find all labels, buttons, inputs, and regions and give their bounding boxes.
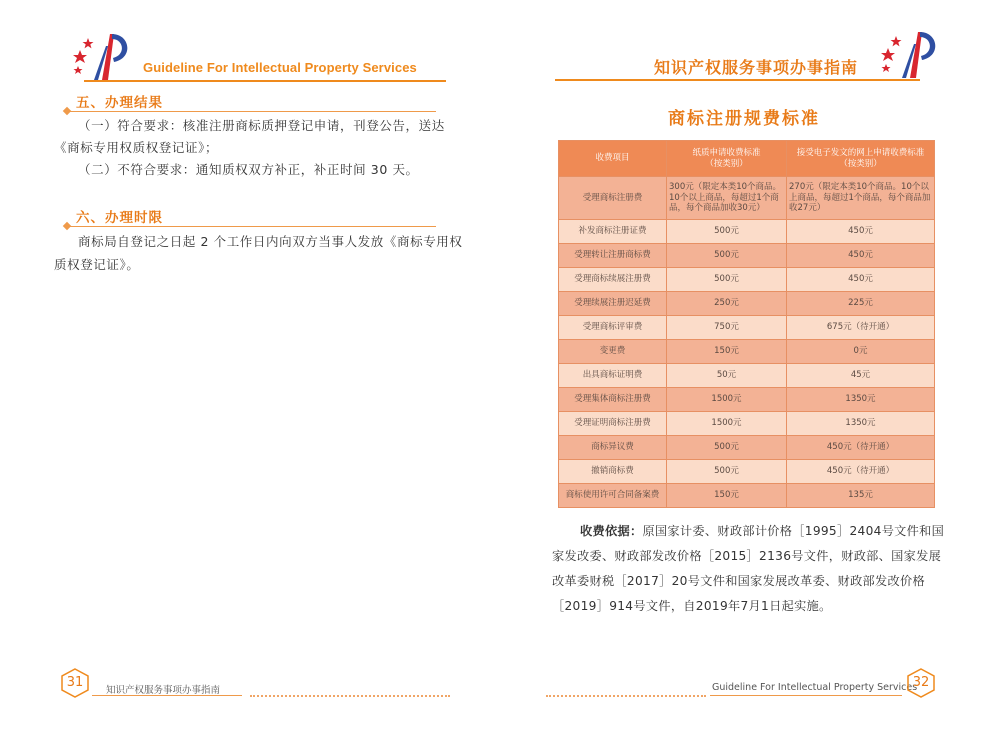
table-row (559, 268, 935, 292)
table-cell: 变更费 (559, 340, 667, 364)
basis-label: 收费依据： (580, 524, 643, 538)
table-header-row (559, 141, 935, 177)
table-cell: 受理续展注册迟延费 (559, 292, 667, 316)
section-rule (64, 226, 436, 227)
footer-text: Guideline For Intellectual Property Services (712, 682, 918, 693)
table-cell: 50元 (667, 364, 787, 388)
table-cell: 1500元 (667, 412, 787, 436)
table-row (559, 340, 935, 364)
body-line: （二）不符合要求：通知质权双方补正，补正时间 30 天。 (78, 162, 419, 177)
footer-dots (546, 695, 706, 699)
table-cell: 450元（待开通） (787, 436, 935, 460)
table-cell: 1350元 (787, 412, 935, 436)
table-row (559, 292, 935, 316)
table-cell: 500元 (667, 436, 787, 460)
basis-line: ［2019］914号文件，自2019年7月1日起实施。 (552, 599, 832, 613)
ip-emblem-logo (880, 26, 942, 80)
table-cell: 150元 (667, 484, 787, 508)
body-line: 质权登记证》。 (54, 257, 140, 272)
table-cell: 0元 (787, 340, 935, 364)
table-cell: 补发商标注册证费 (559, 220, 667, 244)
basis-line (580, 522, 944, 539)
table-cell: 商标异议费 (559, 436, 667, 460)
table-cell: 500元 (667, 268, 787, 292)
table-cell: 1350元 (787, 388, 935, 412)
header-title: Guideline For Intellectual Property Services (143, 60, 417, 75)
table-row (559, 220, 935, 244)
table-cell: 商标使用许可合同备案费 (559, 484, 667, 508)
table-cell: 150元 (667, 340, 787, 364)
table-row (559, 364, 935, 388)
table-cell: 300元（限定本类10个商品。10个以上商品，每超过1个商品，每个商品加收30元） (667, 177, 787, 220)
basis-text: 原国家计委、财政部计价格［1995］2404号文件和国 (642, 524, 945, 538)
table-cell: 675元（待开通） (787, 316, 935, 340)
table-cell: 450元 (787, 220, 935, 244)
right-page (500, 0, 1000, 755)
table-row (559, 484, 935, 508)
column-header: 收费项目 (559, 141, 667, 177)
table-cell: 受理商标注册费 (559, 177, 667, 220)
table-cell: 500元 (667, 460, 787, 484)
body-line: （一）符合要求：核准注册商标质押登记申请，刊登公告，送达 (78, 118, 445, 133)
table-cell: 出具商标证明费 (559, 364, 667, 388)
footer-text: 知识产权服务事项办事指南 (106, 685, 221, 696)
basis-line: 家发改委、财政部发改价格［2015］2136号文件，财政部、国家发展 (552, 549, 942, 563)
fee-table (558, 140, 935, 508)
table-cell: 500元 (667, 244, 787, 268)
section-title-results: 五、办理结果 (76, 95, 163, 111)
table-cell: 500元 (667, 220, 787, 244)
table-cell: 45元 (787, 364, 935, 388)
table-row (559, 388, 935, 412)
section-title-time-limit: 六、办理时限 (76, 210, 163, 226)
table-cell: 135元 (787, 484, 935, 508)
table-cell: 受理集体商标注册费 (559, 388, 667, 412)
page-number: 31 (66, 675, 84, 690)
table-row (559, 177, 935, 220)
table-cell: 750元 (667, 316, 787, 340)
header-rule (555, 79, 920, 81)
table-cell: 受理商标续展注册费 (559, 268, 667, 292)
table-cell: 450元（待开通） (787, 460, 935, 484)
table-row (559, 316, 935, 340)
body-line: 商标局自登记之日起 2 个工作日内向双方当事人发放《商标专用权 (78, 234, 463, 249)
section-rule (64, 111, 436, 112)
table-title: 商标注册规费标准 (668, 109, 820, 129)
table-cell: 1500元 (667, 388, 787, 412)
table-cell: 270元（限定本类10个商品。10个以上商品，每超过1个商品，每个商品加收27元） (787, 177, 935, 220)
table-cell: 受理转让注册商标费 (559, 244, 667, 268)
header-title: 知识产权服务事项办事指南 (653, 58, 858, 77)
column-header: 纸质申请收费标准 （按类别） (667, 141, 787, 177)
basis-line: 改革委财税［2017］20号文件和国家发展改革委、财政部发改价格 (552, 574, 925, 588)
page-number: 32 (912, 675, 930, 690)
ip-emblem-logo (72, 28, 134, 82)
table-cell: 225元 (787, 292, 935, 316)
table-cell: 250元 (667, 292, 787, 316)
table-cell: 受理证明商标注册费 (559, 412, 667, 436)
header-rule (84, 80, 446, 82)
table-cell: 撤销商标费 (559, 460, 667, 484)
table-cell: 450元 (787, 268, 935, 292)
footer-rule (710, 695, 902, 696)
table-cell: 受理商标评审费 (559, 316, 667, 340)
table-cell: 450元 (787, 244, 935, 268)
table-row (559, 244, 935, 268)
table-row (559, 460, 935, 484)
column-header: 接受电子发文的网上申请收费标准 （按类别） (787, 141, 935, 177)
table-row (559, 412, 935, 436)
footer-dots (250, 695, 450, 699)
body-line: 《商标专用权质权登记证》； (54, 140, 219, 155)
table-row (559, 436, 935, 460)
